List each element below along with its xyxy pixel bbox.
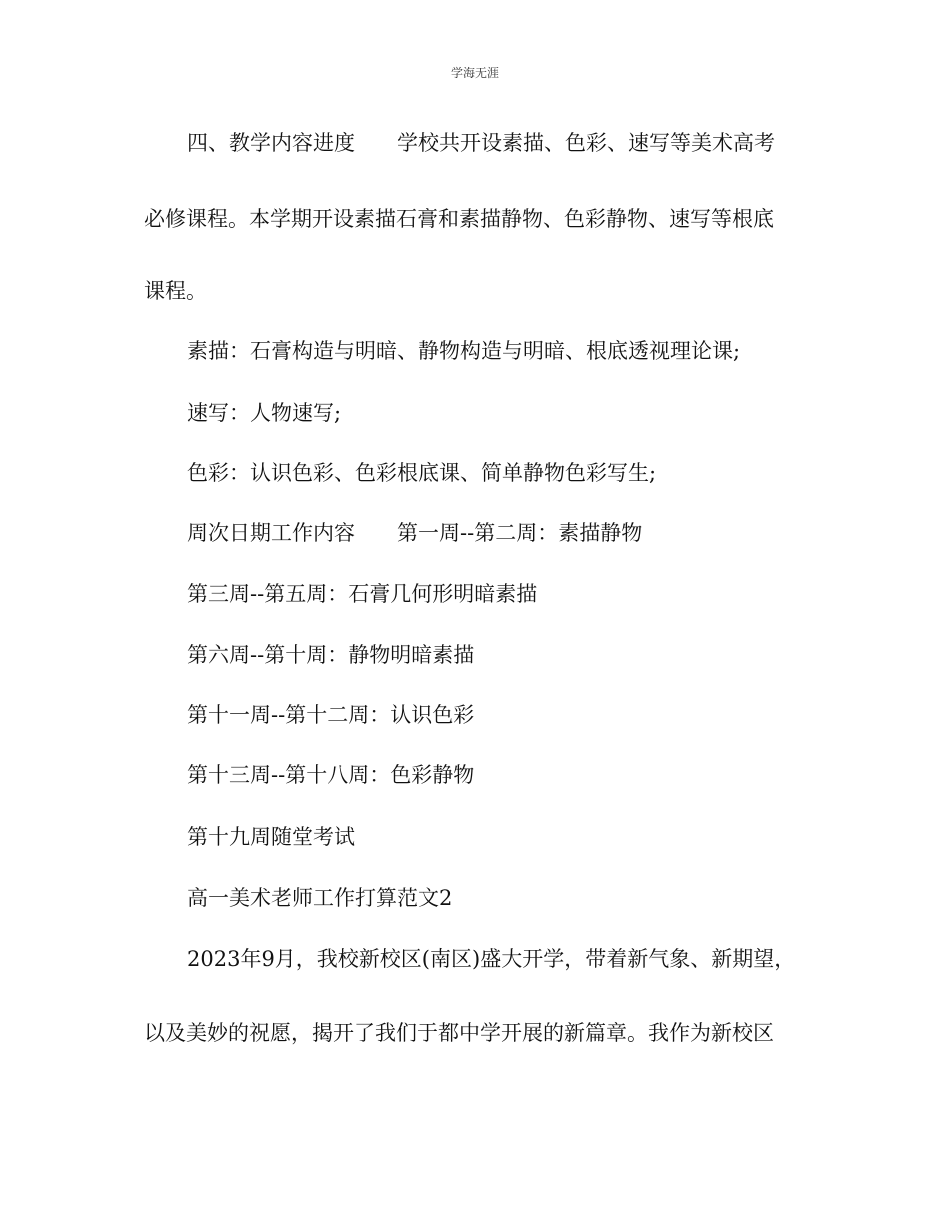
schedule-item: 第六周--第十周：静物明暗素描 (187, 643, 475, 667)
paragraph-line: 课程。 (144, 279, 207, 303)
color-course-line: 色彩：认识色彩、色彩根底课、简单静物色彩写生; (187, 461, 657, 485)
schedule-item: 第十一周--第十二周：认识色彩 (187, 703, 475, 727)
schedule-header-line (187, 518, 642, 548)
sketch-course-line: 素描：石膏构造与明暗、静物构造与明暗、根底透视理论课; (187, 339, 741, 363)
schedule-item: 第一周--第二周：素描静物 (397, 521, 643, 545)
paragraph-line: 必修课程。本学期开设素描石膏和素描静物、色彩静物、速写等根底 (144, 207, 774, 231)
section-heading: 四、教学内容进度 (187, 131, 355, 155)
paragraph-text: 学校共开设素描、色彩、速写等美术高考 (397, 131, 775, 155)
article-title: 高一美术老师工作打算范文2 (187, 886, 453, 910)
quick-sketch-course-line: 速写：人物速写; (187, 401, 342, 425)
page-header: 学海无涯 (450, 66, 499, 80)
paragraph-line (187, 128, 775, 158)
schedule-item: 第十九周随堂考试 (187, 825, 355, 849)
schedule-item: 第十三周--第十八周：色彩静物 (187, 763, 475, 787)
paragraph-line: 2023年9月，我校新校区(南区)盛大开学，带着新气象、新期望， (187, 947, 796, 971)
schedule-column-label: 周次日期工作内容 (187, 521, 355, 545)
paragraph-line: 以及美妙的祝愿，揭开了我们于都中学开展的新篇章。我作为新校区 (144, 1021, 774, 1045)
schedule-item: 第三周--第五周：石膏几何形明暗素描 (187, 582, 538, 606)
